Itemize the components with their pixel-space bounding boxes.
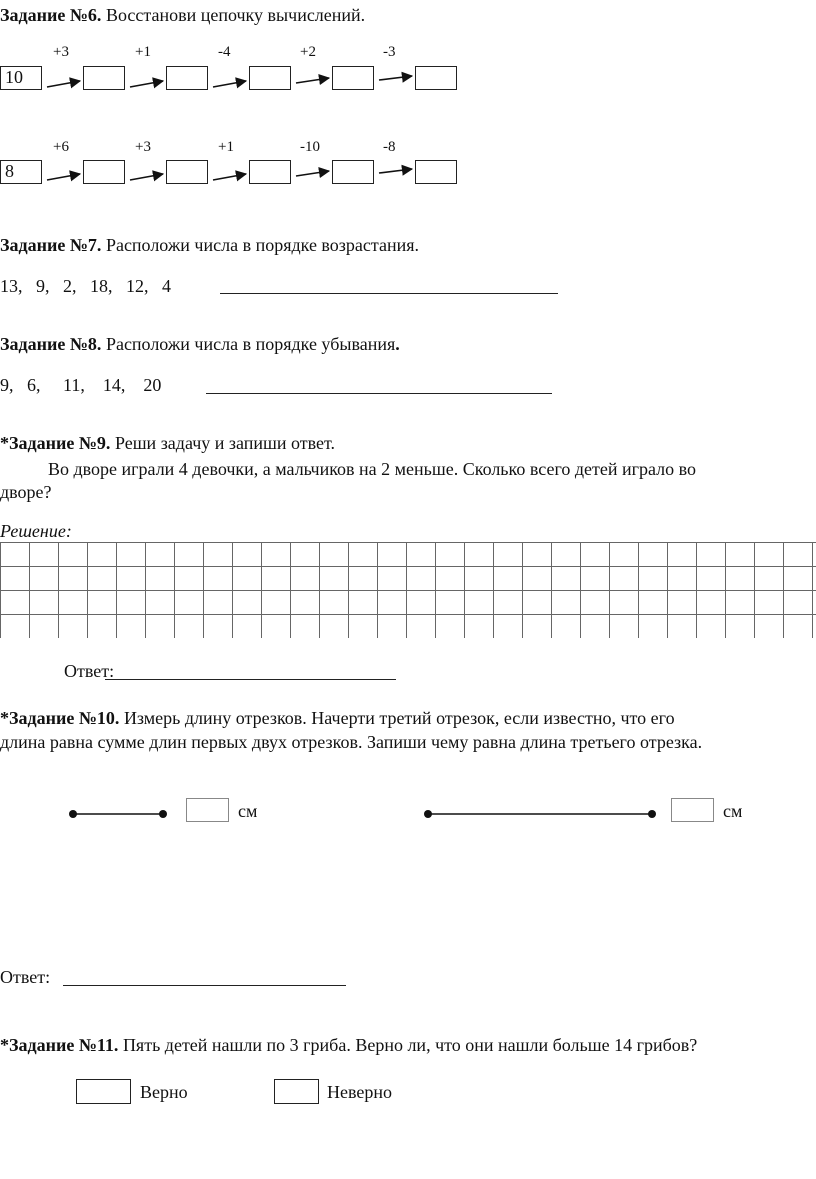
task7-text: Расположи числа в порядке возрастания.: [105, 235, 420, 255]
chain1-op-4: +2: [300, 44, 316, 60]
option-true-checkbox[interactable]: [76, 1079, 131, 1104]
option-true-label: Верно: [140, 1082, 188, 1102]
chain1-arrow-icon: [213, 81, 246, 87]
segment-2-length-box[interactable]: [671, 798, 714, 822]
task10-answer-label: Ответ:: [0, 967, 51, 987]
segment-1-length-box[interactable]: [186, 798, 229, 822]
chain2-op-2: +3: [135, 139, 151, 155]
chain2-arrow-icon: [379, 169, 412, 173]
task8-text: Расположи числа в порядке убывания: [105, 334, 396, 354]
task8-numbers: 9, 6, 11, 14, 20: [0, 375, 162, 395]
segment-2: [424, 810, 656, 818]
chain2-arrow-icon: [130, 174, 163, 180]
task8-dot: .: [395, 334, 400, 354]
chain1-start-value: 10: [5, 67, 23, 87]
chain1-op-1: +3: [53, 44, 69, 60]
segment-endpoint-icon: [648, 810, 656, 818]
chain2-op-5: -8: [383, 139, 396, 155]
task10-heading: [0, 709, 675, 727]
segment-1: [69, 810, 167, 818]
chain1-arrow-icon: [379, 76, 412, 80]
chain2-arrow-icon: [213, 174, 246, 180]
task9-heading: [0, 434, 335, 452]
task8-answer-line[interactable]: [206, 393, 552, 394]
segment-2-unit: см: [723, 801, 743, 821]
task8-heading: [0, 335, 400, 353]
solution-grid[interactable]: [0, 542, 816, 638]
task11-text: Пять детей нашли по 3 гриба. Верно ли, что они нашли больше 14 грибов?: [122, 1035, 698, 1055]
chain1-arrow-icon: [47, 81, 80, 87]
task7-answer-line[interactable]: [220, 293, 558, 294]
task7-numbers: 13, 9, 2, 18, 12, 4: [0, 276, 171, 296]
segment-1-unit: см: [238, 801, 258, 821]
task9-problem-line2: дворе?: [0, 482, 52, 502]
chain2-arrow-icon: [47, 174, 80, 180]
task10-answer-line[interactable]: [63, 985, 346, 986]
task11-heading: [0, 1036, 697, 1054]
task7-heading: [0, 236, 419, 254]
task9-title: *Задание №9.: [0, 433, 111, 453]
chain1-op-2: +1: [135, 44, 151, 60]
option-false-checkbox[interactable]: [274, 1079, 319, 1104]
chain2-op-4: -10: [300, 139, 320, 155]
task11-title: *Задание №11.: [0, 1035, 119, 1055]
task9-solution-label: Решение:: [0, 521, 72, 541]
chain1-op-5: -3: [383, 44, 396, 60]
chain2-op-1: +6: [53, 139, 69, 155]
chain1-op-3: -4: [218, 44, 231, 60]
task7-title: Задание №7.: [0, 235, 102, 255]
chain2-start-value: 8: [5, 161, 14, 181]
task9-answer-label: Ответ:: [64, 661, 115, 681]
chain1-arrow-icon: [130, 81, 163, 87]
chain1-arrow-icon: [296, 78, 329, 83]
segment-endpoint-icon: [69, 810, 77, 818]
task10-title: *Задание №10.: [0, 708, 120, 728]
task9-answer-line[interactable]: [105, 679, 396, 680]
task8-title: Задание №8.: [0, 334, 102, 354]
chain2-op-3: +1: [218, 139, 234, 155]
task6-title: Задание №6.: [0, 5, 102, 25]
task9-problem-line1: Во дворе играли 4 девочки, а мальчиков на 2 меньше. Сколько всего детей играло во: [48, 459, 697, 479]
task10-text2: длина равна сумме длин первых двух отрезков. Запиши чему равна длина третьего отрезка.: [0, 732, 703, 752]
segment-endpoint-icon: [424, 810, 432, 818]
segment-endpoint-icon: [159, 810, 167, 818]
task9-text: Реши задачу и запиши ответ.: [114, 433, 336, 453]
option-false-label: Неверно: [327, 1082, 393, 1102]
task6-text: Восстанови цепочку вычислений.: [105, 5, 366, 25]
chain2-arrow-icon: [296, 171, 329, 176]
task10-text1: Измерь длину отрезков. Начерти третий отрезок, если известно, что его: [123, 708, 675, 728]
